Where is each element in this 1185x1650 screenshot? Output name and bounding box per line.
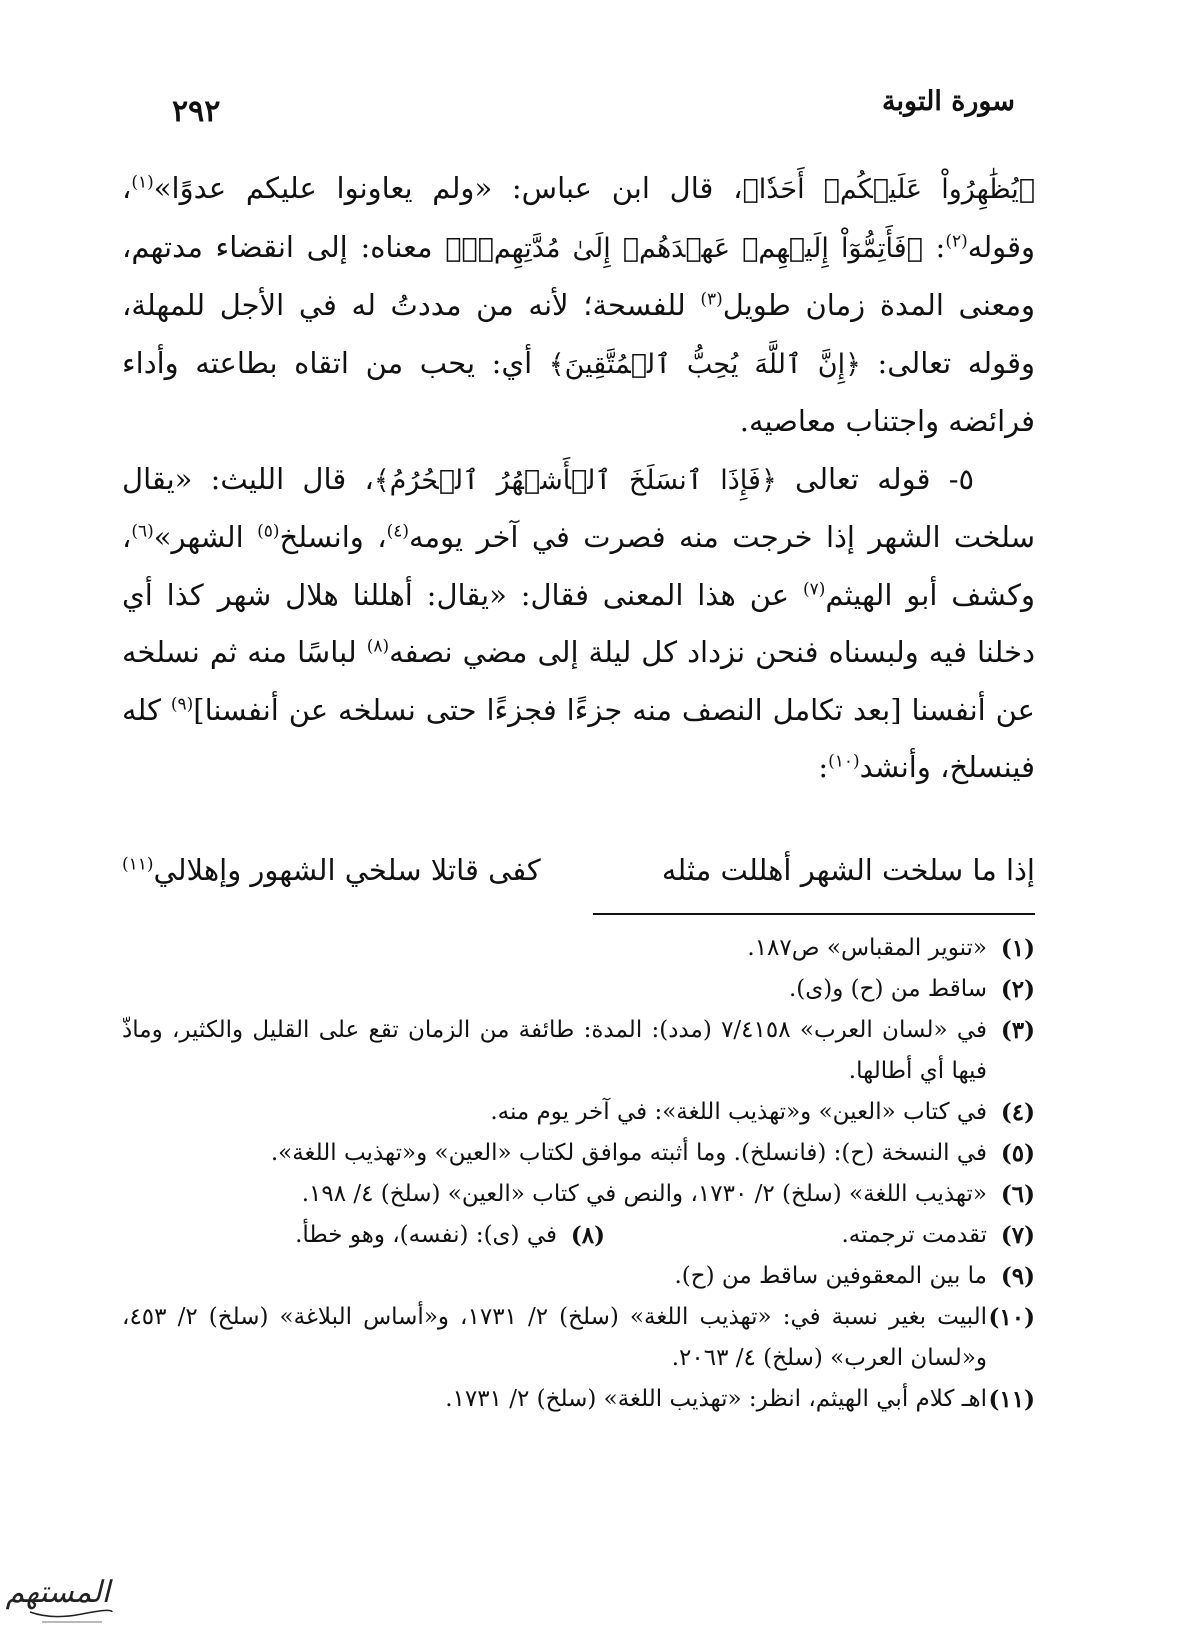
footnote-2 — [122, 969, 1035, 1010]
footnote-ref[interactable]: (٣) — [700, 289, 723, 310]
paragraph-1 — [122, 160, 1035, 451]
footnote-9 — [122, 1256, 1035, 1297]
footnote-10 — [122, 1297, 1035, 1379]
footnote-6 — [122, 1174, 1035, 1215]
text-run: لباسًا منه ثم نسلخه عن أنفسنا [بعد تكامل النصف منه جزءًا فجزءًا حتى نسلخه عن أنفسنا] — [122, 635, 1035, 727]
text-run: للفسحة؛ لأنه من مددتُ له في الأجل للمهلة، وقوله تعالى: — [122, 288, 1035, 380]
footnote-text: اهـ كلام أبي الهيثم، انظر: «تهذيب اللغة» (سلخ) ٢/ ١٧٣١. — [445, 1386, 987, 1412]
footnote-ref[interactable]: (١١) — [122, 854, 154, 875]
footnote-3 — [122, 1010, 1035, 1092]
text-run: عن هذا المعنى فقال: «يقال: أهللنا هلال شهر كذا أي دخلنا فيه ولبسناه فنحن نزداد كل ليلة إلى مضي نصفه — [122, 577, 1036, 669]
text-run: ، وانسلخ — [279, 520, 387, 554]
footnote-ref[interactable]: (٥) — [257, 521, 280, 542]
footnote-text: ما بين المعقوفين ساقط من (ح). — [674, 1263, 987, 1289]
text-run: ، وقوله — [122, 171, 1035, 264]
footnote-ref[interactable]: (١) — [131, 172, 154, 193]
watermark-logo — [5, 1562, 117, 1632]
text-run: ، وكشف أبو الهيثم — [122, 520, 1035, 612]
footnote-text: في «لسان العرب» ٧/٤١٥٨ (مدد): المدة: طائفة من الزمان تقع على القليل والكثير، وماذّ فيها أي أطالها. — [122, 1017, 987, 1084]
paragraph-2 — [122, 451, 1035, 797]
text-run: كله فينسلخ، وأنشد — [122, 692, 1035, 784]
main-text — [122, 160, 1035, 797]
footnote-7 — [605, 1215, 1035, 1256]
footnote-text: في النسخة (ح): (فانسلخ). وما أثبته موافق لكتاب «العين» و«تهذيب اللغة». — [270, 1140, 987, 1166]
footnote-divider — [593, 913, 1035, 915]
footnote-text: في كتاب «العين» و«تهذيب اللغة»: في آخر يوم منه. — [490, 1099, 987, 1125]
hemistich-second — [122, 842, 541, 899]
footnote-row-7-8 — [122, 1215, 1035, 1256]
text-run: : — [922, 229, 946, 264]
footnote-number: (٩) — [1000, 1263, 1035, 1290]
footnote-number: (٤) — [1000, 1099, 1035, 1126]
footnote-number: (٥) — [1000, 1140, 1035, 1167]
footnote-ref[interactable]: (٦) — [131, 521, 154, 542]
footnote-number: (١) — [1000, 935, 1035, 962]
footnote-ref[interactable]: (١٠) — [828, 751, 860, 772]
footnote-text: «تهذيب اللغة» (سلخ) ٢/ ١٧٣٠، والنص في كتاب «العين» (سلخ) ٤/ ١٩٨. — [301, 1181, 987, 1207]
text-run: الشهر» — [153, 520, 258, 554]
footnote-number: (١٠) — [988, 1304, 1035, 1331]
text-run: ، قال الليث: «يقال سلخت الشهر إذا خرجت منه فصرت في آخر يومه — [122, 461, 1035, 554]
footnote-text: تقدمت ترجمته. — [841, 1222, 987, 1248]
footnote-number: (٧) — [1000, 1222, 1035, 1249]
footnote-number: (١١) — [988, 1386, 1035, 1413]
running-title: سورة التوبة — [882, 86, 1015, 117]
footnote-number: (٢) — [1000, 976, 1035, 1003]
footnote-text: «تنوير المقباس» ص١٨٧. — [747, 935, 987, 961]
quran-verse: ﴿يُظَٰهِرُواْ عَلَيۡكُمۡ أَحَدٗا﴾ — [742, 174, 1036, 205]
footnote-8 — [295, 1215, 605, 1256]
footnote-1 — [122, 928, 1035, 969]
footnote-ref[interactable]: (٢) — [945, 230, 968, 251]
quran-verse: ﴿فَإِذَا ٱنسَلَخَ ٱلۡأَشۡهُرُ ٱلۡحُرُمُ﴾ — [373, 464, 777, 496]
footnote-text: في (ى): (نفسه)، وهو خطأ. — [295, 1222, 557, 1248]
quran-verse: ﴿إِنَّ ٱللَّهَ يُحِبُّ ٱلۡمُتَّقِينَ﴾ — [548, 348, 861, 380]
footnote-number: (٣) — [1000, 1017, 1035, 1044]
text-run: معناه: إلى انقضاء مدتهم، ومعنى المدة زمان طويل — [122, 229, 1035, 322]
footnote-11 — [122, 1379, 1035, 1420]
footnote-text: البيت بغير نسبة في: «تهذيب اللغة» (سلخ) ٢/ ١٧٣١، و«أساس البلاغة» (سلخ) ٢/ ٤٥٣، و«لسان العرب» (سلخ) ٤/ ٢٠٦٣. — [122, 1304, 987, 1371]
hemistich-first: إذا ما سلخت الشهر أهللت مثله — [661, 853, 1035, 887]
text-run: أي: يحب من اتقاه بطاعته وأداء فرائضه واجتناب معاصيه. — [122, 345, 1035, 438]
footnotes — [122, 928, 1035, 1420]
footnote-number: (٨) — [570, 1222, 605, 1249]
text-run: : — [818, 750, 829, 784]
footnote-ref[interactable]: (٧) — [802, 578, 826, 599]
page-number: ٢٩٢ — [172, 94, 221, 129]
watermark-text: المستهم — [5, 1575, 110, 1610]
quran-verse: ﴿فَأَتِمُّوٓاْ إِلَيۡهِمۡ عَهۡدَهُمۡ إِلَىٰ مُدَّتِهِمۡۚ﴾ — [445, 232, 923, 264]
footnote-5 — [122, 1133, 1035, 1174]
text-run: ، قال ابن عباس: «ولم يعاونوا عليكم عدوًا» — [153, 171, 743, 205]
footnote-text: ساقط من (ح) و(ى). — [788, 976, 987, 1002]
footnote-ref[interactable]: (٩) — [170, 693, 194, 714]
text-run: ٥- قوله تعالى — [776, 461, 975, 496]
footnote-4 — [122, 1092, 1035, 1133]
hemistich-second-text: كفى قاتلا سلخي الشهور وإهلالي — [153, 853, 541, 887]
poetry-verse — [122, 842, 1035, 899]
footnote-ref[interactable]: (٤) — [386, 521, 409, 542]
footnote-ref[interactable]: (٨) — [366, 636, 390, 657]
page-header — [150, 78, 1035, 128]
footnote-number: (٦) — [1000, 1181, 1035, 1208]
